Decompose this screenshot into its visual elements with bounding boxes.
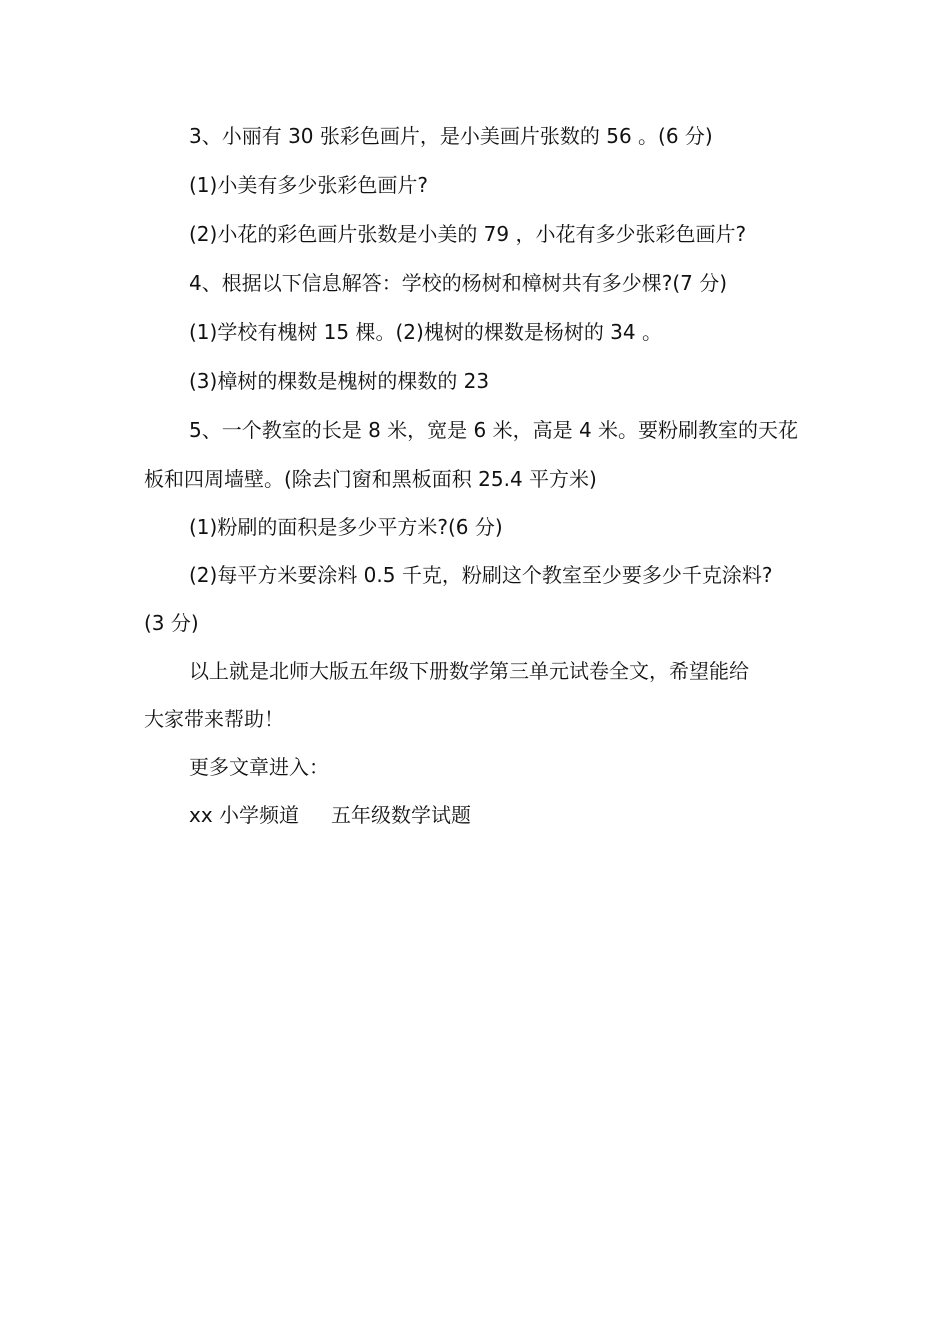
more-articles-label: 更多文章进入： xyxy=(189,755,329,779)
question-5-line-1: 5、一个教室的长是 8 米，宽是 6 米，高是 4 米。要粉刷教室的天花 xyxy=(189,418,799,442)
question-5-part-2-line-2: (3 分) xyxy=(144,611,199,635)
question-5-part-2-line-1: (2)每平方米要涂料 0.5 千克，粉刷这个教室至少要多少千克涂料? xyxy=(189,563,773,587)
document-body xyxy=(144,112,814,839)
question-3-part-2: (2)小花的彩色画片张数是小美的 79 ，小花有多少张彩色画片? xyxy=(189,222,747,246)
question-3-part-1: (1)小美有多少张彩色画片? xyxy=(189,173,428,197)
question-5-line-2: 板和四周墙壁。(除去门窗和黑板面积 25.4 平方米) xyxy=(144,467,597,491)
question-3: 3、小丽有 30 张彩色画片，是小美画片张数的 56 。(6 分) xyxy=(189,124,713,148)
question-5-part-1: (1)粉刷的面积是多少平方米?(6 分) xyxy=(189,515,503,539)
question-4: 4、根据以下信息解答：学校的杨树和樟树共有多少棵?(7 分) xyxy=(189,271,728,295)
link-grade5-math-tests[interactable]: 五年级数学试题 xyxy=(331,803,472,827)
link-primary-channel[interactable]: xx 小学频道 xyxy=(189,803,300,827)
question-4-info-3: (3)樟树的棵数是槐树的棵数的 23 xyxy=(189,369,490,393)
closing-line-2: 大家带来帮助！ xyxy=(144,707,284,731)
question-4-info-1-2: (1)学校有槐树 15 棵。(2)槐树的棵数是杨树的 34 。 xyxy=(189,320,662,344)
link-spacer xyxy=(299,791,331,839)
closing-line-1: 以上就是北师大版五年级下册数学第三单元试卷全文，希望能给 xyxy=(189,659,749,683)
related-links xyxy=(144,791,814,839)
